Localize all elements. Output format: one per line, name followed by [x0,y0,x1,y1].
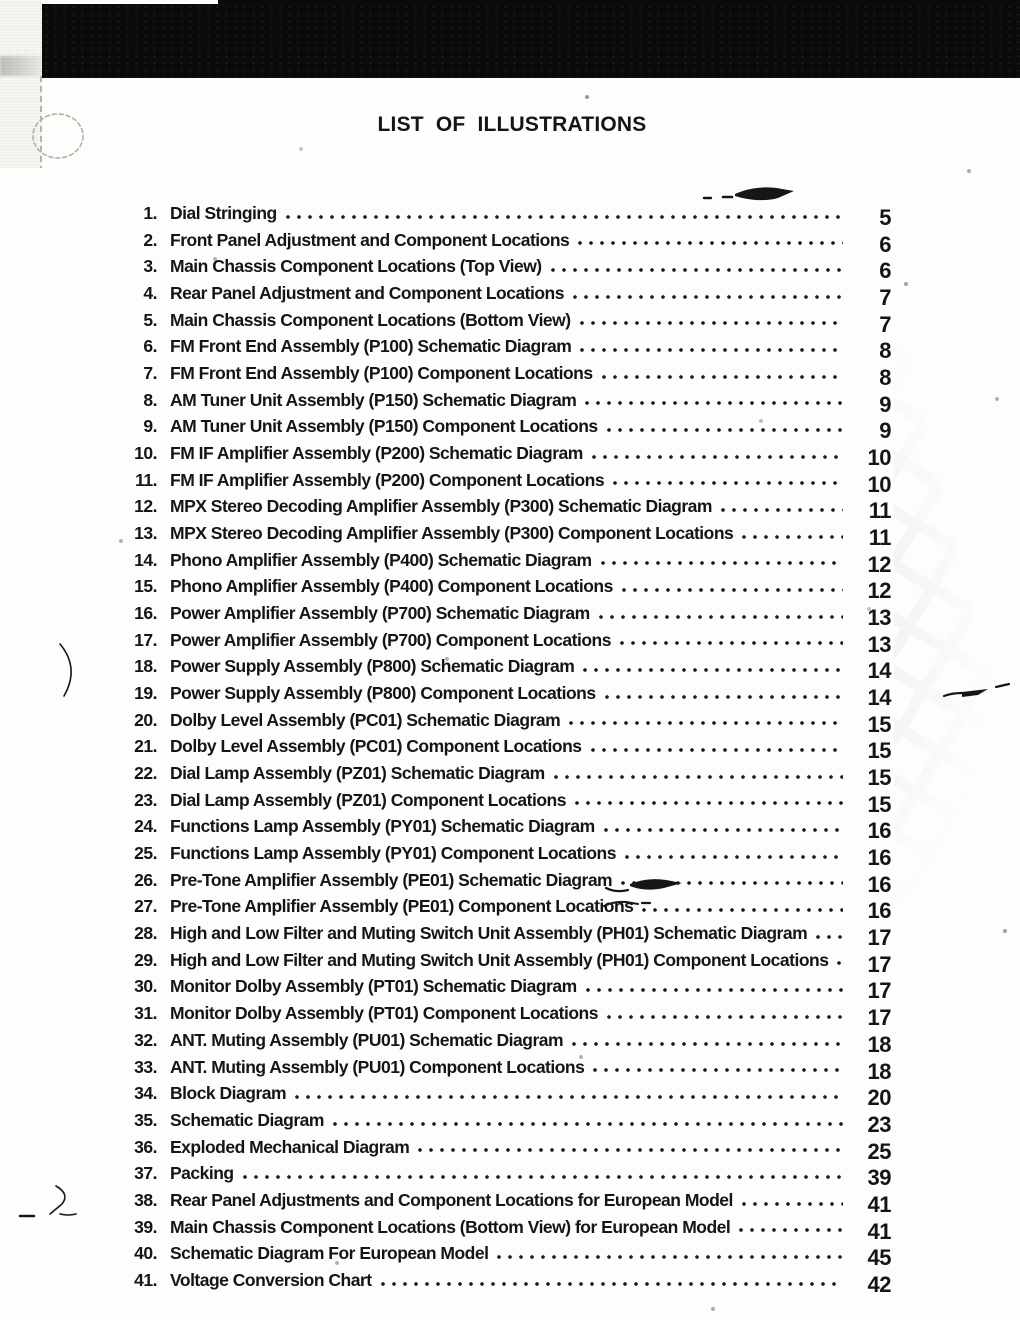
toc-row [95,1027,891,1057]
dot-leader [580,307,843,334]
page-number: 14 [867,685,891,711]
scan-noise-band [0,56,42,76]
toc-row [95,307,891,337]
figure-number: 18. [134,656,157,677]
figure-title: Rear Panel Adjustment and Component Locations [170,283,564,304]
dot-leader [816,920,843,947]
page-number: 7 [879,285,891,311]
page-number: 13 [867,631,891,657]
dot-leader [497,1240,843,1267]
figure-title: Phono Amplifier Assembly (P400) Component Locations [170,576,613,597]
page-number: 8 [879,365,891,391]
figure-title: Packing [170,1163,234,1184]
figure-number: 39. [134,1216,157,1237]
ink-mark-dash [938,680,1016,706]
figure-title: Dial Lamp Assembly (PZ01) Component Locations [170,789,566,810]
page-number: 14 [867,658,891,684]
dot-leader [837,947,843,974]
figure-title: Schematic Diagram [170,1109,324,1130]
toc-row [95,1080,891,1111]
figure-number: 22. [134,763,157,784]
dot-leader [554,760,843,787]
toc-row [95,1107,891,1137]
toc-row [95,1187,891,1217]
page-number: 17 [867,925,891,951]
figure-number: 37. [134,1163,157,1184]
figure-title: Main Chassis Component Locations (Bottom View) for European Model [170,1216,731,1237]
figure-number: 41. [134,1269,157,1290]
figure-title: MPX Stereo Decoding Amplifier Assembly (P300) Schematic Diagram [170,496,712,517]
toc-row [95,413,891,444]
figure-title: Power Amplifier Assembly (P700) Schematic Diagram [170,603,590,624]
page-number: 9 [879,391,891,417]
dot-leader [551,253,843,280]
figure-title: High and Low Filter and Muting Switch Unit Assembly (PH01) Schematic Diagram [170,923,808,944]
figure-title: Block Diagram [170,1083,287,1104]
figure-title: Main Chassis Component Locations (Bottom View) [170,309,571,330]
figure-number: 33. [134,1056,157,1077]
figure-title: Power Amplifier Assembly (P700) Component Locations [170,629,611,650]
dot-leader [580,333,843,360]
page-number: 13 [867,605,891,631]
page-number: 7 [879,311,891,337]
toc-row [95,627,891,657]
figure-title: Monitor Dolby Assembly (PT01) Component Locations [170,1003,598,1024]
toc-row [95,1214,891,1244]
figure-number: 5. [143,309,157,330]
toc-row [95,1134,891,1164]
dot-leader [583,653,843,680]
figure-number: 8. [143,389,157,410]
toc-row [95,920,891,951]
toc-row [95,520,891,551]
figure-number: 14. [134,549,157,570]
dot-leader [569,707,843,734]
ink-mark-smudge [598,872,710,916]
figure-number: 26. [134,869,157,890]
page-number: 12 [867,551,891,577]
figure-title: Pre-Tone Amplifier Assembly (PE01) Component Locations [170,896,634,917]
figure-number: 12. [134,496,157,517]
dot-leader [578,227,843,254]
figure-title: Phono Amplifier Assembly (P400) Schematic Diagram [170,549,592,570]
figure-title: AM Tuner Unit Assembly (P150) Component Locations [170,416,598,437]
dot-leader [591,733,844,760]
dot-leader [742,520,843,547]
toc-row [95,600,891,631]
figure-number: 29. [134,949,157,970]
toc-row [95,1267,891,1297]
figure-number: 15. [134,576,157,597]
toc-row [95,760,891,791]
dot-leader [602,360,843,387]
dot-leader [721,493,843,520]
page-number: 16 [867,818,891,844]
figure-title: Functions Lamp Assembly (PY01) Schematic Diagram [170,816,595,837]
figure-number: 38. [134,1189,157,1210]
toc-row [95,653,891,684]
figure-number: 21. [134,736,157,757]
toc-row [95,813,891,844]
figure-number: 40. [134,1243,157,1264]
page-number: 15 [867,738,891,764]
page-number: 18 [867,1031,891,1057]
figure-number: 7. [143,363,157,384]
figure-title: High and Low Filter and Muting Switch Unit Assembly (PH01) Component Locations [170,949,829,970]
figure-number: 6. [143,336,157,357]
figure-number: 1. [143,203,157,223]
page-number: 17 [867,1005,891,1031]
figure-number: 27. [134,896,157,917]
page-number: 39 [867,1165,891,1191]
pencil-scribble-doodle [8,1176,92,1240]
dot-leader [739,1214,843,1241]
figure-number: 4. [143,283,157,304]
toc-row [95,840,891,871]
figure-number: 32. [134,1029,157,1050]
figure-number: 16. [134,603,157,624]
figure-title: FM IF Amplifier Assembly (P200) Component Locations [170,469,605,490]
page-number: 10 [867,471,891,497]
dot-leader [572,1027,843,1054]
figure-number: 3. [143,256,157,277]
page-number: 25 [867,1138,891,1164]
toc-row [95,333,891,364]
figure-title: Pre-Tone Amplifier Assembly (PE01) Schematic Diagram [170,869,613,890]
toc-row [95,440,891,471]
figure-number: 28. [134,923,157,944]
dot-leader [625,840,843,867]
figure-title: Exploded Mechanical Diagram [170,1136,410,1157]
dot-leader [418,1134,843,1161]
figure-title: Dolby Level Assembly (PC01) Component Locations [170,736,582,757]
figure-number: 19. [134,683,157,704]
dot-leader [607,1000,843,1027]
dot-leader [613,467,843,494]
figure-title: Rear Panel Adjustments and Component Locations for European Model [170,1189,733,1210]
figure-number: 2. [143,229,157,250]
dot-leader [575,787,843,814]
page-number: 41 [867,1191,891,1217]
toc-row [95,360,891,391]
dot-leader [601,547,843,574]
page-number: 5 [879,205,891,230]
page-number: 11 [868,525,891,551]
figure-title: ANT. Muting Assembly (PU01) Schematic Diagram [170,1029,564,1050]
page-number: 42 [867,1271,891,1297]
page-number: 41 [867,1218,891,1244]
figure-number: 34. [134,1083,157,1104]
figure-number: 20. [134,709,157,730]
page-number: 12 [867,578,891,604]
figure-number: 23. [134,789,157,810]
dot-leader [585,387,843,414]
dot-leader [593,1054,843,1081]
figure-number: 25. [134,843,157,864]
toc-row [95,253,891,284]
figure-title: Monitor Dolby Assembly (PT01) Schematic Diagram [170,976,577,997]
page-number: 16 [867,898,891,924]
toc-row [95,973,891,1004]
top-redaction-bar [42,4,1020,78]
page-number: 16 [867,871,891,897]
toc-row [95,227,891,257]
toc-row [95,493,891,524]
figure-title: Functions Lamp Assembly (PY01) Component Locations [170,843,616,864]
toc-row [95,467,891,497]
dot-leader [605,680,843,707]
dot-leader [742,1187,843,1214]
toc-row [95,387,891,417]
figure-number: 35. [134,1109,157,1130]
figure-number: 10. [134,443,157,464]
page-number: 10 [867,445,891,471]
page-number: 6 [879,258,891,284]
ink-mark-arrow [690,178,805,210]
figure-title: Dial Lamp Assembly (PZ01) Schematic Diagram [170,763,545,784]
dot-leader [333,1107,843,1134]
page-number: 9 [879,418,891,444]
dot-leader [243,1160,843,1187]
figure-title: Schematic Diagram For European Model [170,1243,489,1264]
toc-row [95,867,891,897]
toc-row [95,1160,891,1191]
figure-title: Dolby Level Assembly (PC01) Schematic Diagram [170,709,561,730]
figure-title: Voltage Conversion Chart [170,1269,372,1290]
figure-title: Dial Stringing [170,203,277,223]
dot-leader [620,627,843,654]
page-number: 6 [879,231,891,257]
page-number: 20 [867,1085,891,1111]
page-number: 45 [867,1245,891,1271]
figure-title: FM Front End Assembly (P100) Component Locations [170,363,593,384]
toc-row [95,1240,891,1271]
figure-number: 13. [134,523,157,544]
dot-leader [599,600,843,627]
figure-title: Front Panel Adjustment and Component Locations [170,229,570,250]
page-number: 11 [868,498,891,524]
figure-title: ANT. Muting Assembly (PU01) Component Locations [170,1056,585,1077]
toc-row [95,1000,891,1031]
page-number: 15 [867,711,891,737]
figure-title: AM Tuner Unit Assembly (P150) Schematic Diagram [170,389,577,410]
toc-row [95,893,891,924]
dot-leader [622,573,843,600]
dot-leader [604,813,843,840]
page-number: 16 [867,845,891,871]
page-number: 17 [867,978,891,1004]
pencil-curve-doodle [52,638,88,702]
page-number: 18 [867,1058,891,1084]
dot-leader [573,280,843,307]
toc-row [95,680,891,711]
dot-leader [592,440,843,467]
figure-number: 24. [134,816,157,837]
binder-hole-doodle [28,108,90,166]
toc-rows [95,200,891,1297]
figure-title: Power Supply Assembly (P800) Schematic Diagram [170,656,575,677]
figure-number: 36. [134,1136,157,1157]
figure-title: MPX Stereo Decoding Amplifier Assembly (P300) Component Locations [170,523,734,544]
toc-row [95,707,891,737]
figure-title: Power Supply Assembly (P800) Component Locations [170,683,596,704]
toc-row [95,1054,891,1084]
page-number: 17 [867,951,891,977]
figure-number: 9. [143,416,157,437]
page-number: 15 [867,765,891,791]
figure-number: 31. [134,1003,157,1024]
scan-speckles [0,0,2,2]
figure-title: FM IF Amplifier Assembly (P200) Schematic Diagram [170,443,583,464]
page-title: LIST OF ILLUSTRATIONS [377,113,647,136]
page-number: 23 [867,1111,891,1137]
dot-leader [607,413,843,440]
page-number: 15 [867,791,891,817]
toc-row [95,573,891,604]
toc-row [95,733,891,764]
dot-leader [381,1267,843,1294]
figure-number: 17. [134,629,157,650]
figure-number: 11. [135,469,157,490]
dot-leader [586,973,843,1000]
figure-number: 30. [134,976,157,997]
toc-row [95,280,891,311]
dot-leader [295,1080,843,1107]
toc-row [95,547,891,577]
toc-row [95,787,891,817]
toc-row [95,947,891,977]
figure-title: FM Front End Assembly (P100) Schematic Diagram [170,336,572,357]
page-number: 8 [879,338,891,364]
figure-title: Main Chassis Component Locations (Top View) [170,256,542,277]
